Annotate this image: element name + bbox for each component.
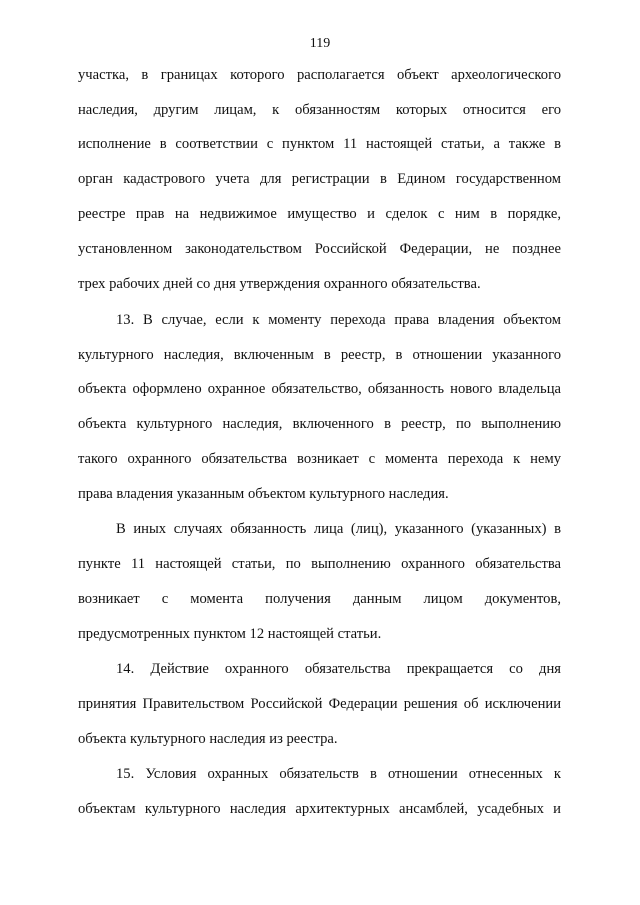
text-line: орган кадастрового учета для регистрации в Едином государственном (78, 171, 561, 187)
paragraph-first-line: 15. Условия охранных обязательств в отношении отнесенных к (116, 766, 561, 782)
text-line: объектам культурного наследия архитектурных ансамблей, усадебных и (78, 801, 561, 817)
paragraph-first-line: 13. В случае, если к моменту перехода права владения объектом (116, 312, 561, 328)
text-line: объекта оформлено охранное обязательство, обязанность нового владельца (78, 381, 561, 397)
text-line: такого охранного обязательства возникает с момента перехода к нему (78, 451, 561, 467)
text-line: принятия Правительством Российской Федерации решения об исключении (78, 696, 561, 712)
text-line: исполнение в соответствии с пунктом 11 настоящей статьи, а также в (78, 136, 561, 152)
text-line: наследия, другим лицам, к обязанностям которых относится его (78, 102, 561, 118)
text-line: установленном законодательством Российской Федерации, не позднее (78, 241, 561, 257)
text-line: возникает с момента получения данным лицом документов, (78, 591, 561, 607)
paragraph-first-line: В иных случаях обязанность лица (лиц), указанного (указанных) в (116, 521, 561, 537)
text-line: предусмотренных пунктом 12 настоящей статьи. (78, 626, 382, 642)
text-line: пункте 11 настоящей статьи, по выполнению охранного обязательства (78, 556, 561, 572)
text-line: реестре прав на недвижимое имущество и сделок с ним в порядке, (78, 206, 561, 222)
paragraph-first-line: 14. Действие охранного обязательства прекращается со дня (116, 661, 561, 677)
text-line: права владения указанным объектом культурного наследия. (78, 486, 449, 502)
text-line: объекта культурного наследия, включенного в реестр, по выполнению (78, 416, 561, 432)
text-line: культурного наследия, включенным в реестр, в отношении указанного (78, 347, 561, 363)
page-number: 119 (309, 36, 331, 51)
text-line: трех рабочих дней со дня утверждения охранного обязательства. (78, 276, 481, 292)
text-line: участка, в границах которого располагается объект археологического (78, 67, 561, 83)
text-line: объекта культурного наследия из реестра. (78, 731, 338, 747)
